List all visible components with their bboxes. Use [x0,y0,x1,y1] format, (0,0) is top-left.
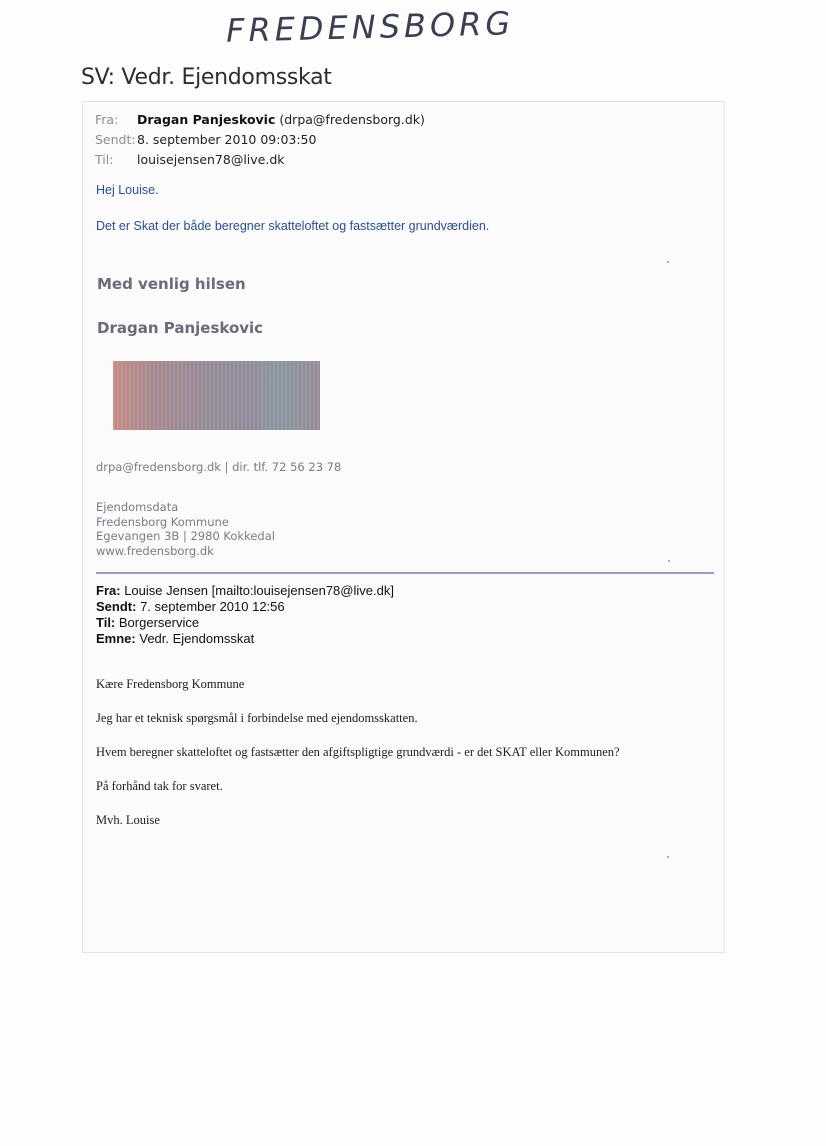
sent-label: Sendt: [95,132,136,147]
signature-website[interactable]: www.fredensborg.dk [96,543,214,558]
greeting: Hej Louise. [96,183,159,197]
header-to [95,150,285,169]
signature-organization: Fredensborg Kommune [96,514,229,529]
original-body-line: Mvh. Louise [96,813,160,827]
original-body-line: Kære Fredensborg Kommune [96,677,245,691]
original-subject [96,631,254,647]
original-body-line: På forhånd tak for svaret. [96,779,223,793]
original-from [96,583,394,599]
scan-speck [667,856,669,858]
recipient-email[interactable]: louisejensen78@live.dk [137,152,285,167]
signature-contact: drpa@fredensborg.dk | dir. tlf. 72 56 23 78 [96,460,342,474]
scan-speck [668,560,670,562]
from-label: Fra: [95,112,119,127]
quoted-message-divider [96,572,714,574]
original-body-line: Jeg har et teknisk spørgsmål i forbindelse med ejendomsskatten. [96,711,418,725]
signature-department: Ejendomsdata [96,500,179,514]
original-sent [96,599,285,615]
sender-email[interactable]: (drpa@fredensborg.dk) [279,112,425,127]
signature-address-block [96,500,275,558]
sender-name: Dragan Panjeskovic [137,112,276,127]
reply-body: Det er Skat der både beregner skatteloftet og fastsætter grundværdien. [96,219,490,233]
signature-image [113,361,320,430]
to-label: Til: [95,152,114,167]
signature-regards: Med venlig hilsen [97,275,246,293]
email-subject-title: SV: Vedr. Ejendomsskat [81,65,332,90]
scan-speck [667,261,669,263]
original-to-label: Til: [96,615,116,630]
original-subject-value: Vedr. Ejendomsskat [139,631,255,646]
original-from-label: Fra: [96,583,121,598]
original-sent-label: Sendt: [96,599,137,614]
original-from-value[interactable]: Louise Jensen [mailto:louisejensen78@live.dk] [124,583,394,598]
original-to [96,615,199,631]
signature-name: Dragan Panjeskovic [97,319,264,337]
handwritten-annotation: FREDENSBORG [225,4,515,50]
sent-date: 8. september 2010 09:03:50 [137,132,317,147]
original-to-value: Borgerservice [118,615,200,630]
original-subject-label: Emne: [96,631,136,646]
signature-address: Egevangen 3B | 2980 Kokkedal [96,529,275,543]
original-body-line: Hvem beregner skatteloftet og fastsætter den afgiftspligtige grundværdi - er det SKAT eller Kommunen? [96,745,620,759]
original-sent-value: 7. september 2010 12:56 [140,599,285,614]
header-sent [95,130,316,149]
header-from [95,110,425,129]
